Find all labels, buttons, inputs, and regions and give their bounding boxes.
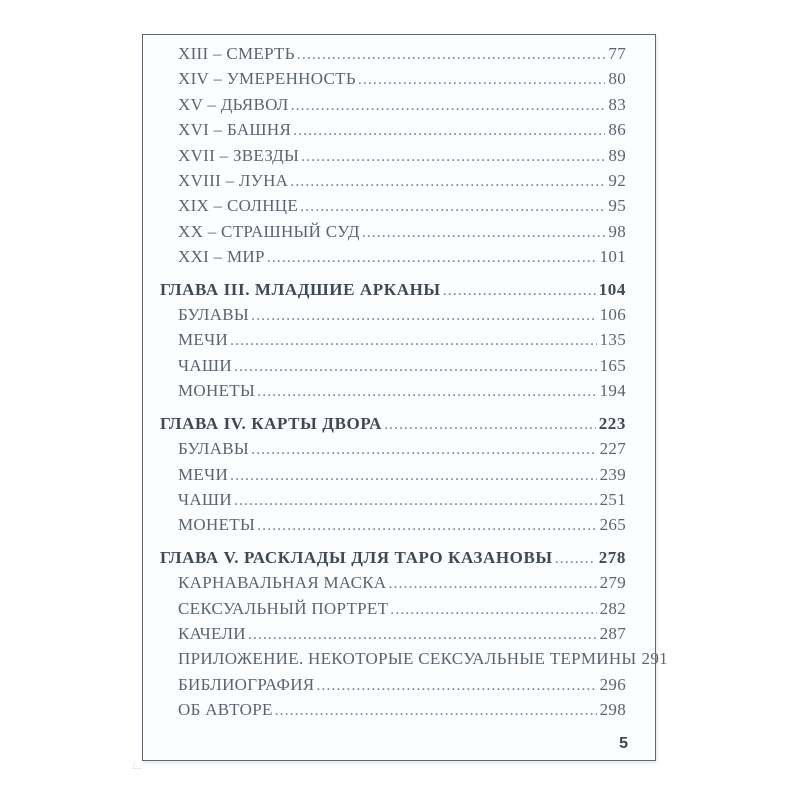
dot-leader <box>297 43 606 67</box>
dot-leader <box>316 674 596 698</box>
book-page <box>142 34 668 761</box>
dot-leader <box>230 464 597 488</box>
toc-row <box>178 488 626 513</box>
toc-row <box>178 673 626 698</box>
toc-entry-page: 287 <box>599 623 626 643</box>
toc-entry-label: МЕЧИ <box>178 464 229 484</box>
toc-entry-label: ГЛАВА IV. КАРТЫ ДВОРА <box>160 413 383 433</box>
toc-entry-page: 104 <box>598 279 626 299</box>
toc-row <box>178 220 626 245</box>
toc-entry-label: ПРИЛОЖЕНИЕ. НЕКОТОРЫЕ СЕКСУАЛЬНЫЕ ТЕРМИНЫ <box>178 649 637 669</box>
toc-row <box>178 328 626 353</box>
toc-entry-page: 83 <box>608 94 626 114</box>
toc-entry-label: КАРНАВАЛЬНАЯ МАСКА <box>178 573 387 593</box>
page-curl-shadow <box>132 761 145 769</box>
toc-row <box>178 698 626 723</box>
toc-entry-page: 291 <box>641 649 668 669</box>
toc-row <box>178 463 626 488</box>
toc-entry-page: 298 <box>599 700 626 720</box>
dot-leader <box>290 170 605 194</box>
toc-entry-page: 89 <box>608 145 626 165</box>
toc-entry-label: СЕКСУАЛЬНЫЙ ПОРТРЕТ <box>178 598 389 618</box>
toc-entry-page: 92 <box>608 171 626 191</box>
dot-leader <box>300 195 605 219</box>
toc-entry-page: 227 <box>599 439 626 459</box>
toc-entry-label: ГЛАВА III. МЛАДШИЕ АРКАНЫ <box>160 279 441 299</box>
toc-entry-label: XX – СТРАШНЫЙ СУД <box>178 221 360 241</box>
toc-row <box>178 42 626 67</box>
toc-entry-label: БИБЛИОГРАФИЯ <box>178 674 315 694</box>
toc-row <box>178 513 626 538</box>
toc-entry-page: 265 <box>599 515 626 535</box>
dot-leader <box>234 355 597 379</box>
toc-entry-page: 77 <box>608 44 626 63</box>
toc-list <box>143 35 668 724</box>
toc-row <box>178 67 626 92</box>
toc-entry-label: МОНЕТЫ <box>178 515 256 535</box>
dot-leader <box>234 489 597 513</box>
toc-entry-label: XV – ДЬЯВОЛ <box>178 94 289 114</box>
toc-row <box>178 93 626 118</box>
toc-entry-page: 279 <box>599 573 626 593</box>
toc-row <box>178 647 668 672</box>
dot-leader <box>257 380 597 404</box>
toc-entry-label: ОБ АВТОРЕ <box>178 700 273 720</box>
toc-row <box>178 194 626 219</box>
toc-row <box>178 571 626 596</box>
toc-entry-page: 296 <box>599 674 626 694</box>
toc-entry-label: XIX – СОЛНЦЕ <box>178 196 299 216</box>
toc-entry-page: 98 <box>608 221 626 241</box>
toc-entry-page: 135 <box>599 330 626 350</box>
toc-row <box>178 303 626 328</box>
toc-entry-label: ЧАШИ <box>178 489 232 509</box>
toc-entry-page: 101 <box>599 247 626 267</box>
dot-leader <box>267 246 597 270</box>
toc-entry-label: МЕЧИ <box>178 330 229 350</box>
toc-entry-page: 165 <box>599 355 626 375</box>
folio-page-number: 5 <box>619 735 628 752</box>
toc-entry-label: XXI – МИР <box>178 247 265 267</box>
toc-entry-page: 239 <box>599 464 626 484</box>
dot-leader <box>248 623 597 647</box>
dot-leader <box>555 547 596 571</box>
toc-entry-label: МОНЕТЫ <box>178 381 256 401</box>
dot-leader <box>301 145 605 169</box>
dot-leader <box>257 514 597 538</box>
toc-entry-label: БУЛАВЫ <box>178 305 250 325</box>
toc-entry-page: 95 <box>608 196 626 216</box>
toc-row <box>178 169 626 194</box>
toc-entry-label: XVIII – ЛУНА <box>178 171 289 191</box>
toc-entry-page: 278 <box>598 547 626 567</box>
toc-entry-label: XIV – УМЕРЕННОСТЬ <box>178 69 356 89</box>
dot-leader <box>443 279 596 303</box>
toc-entry-label: XIII – СМЕРТЬ <box>178 44 295 63</box>
toc-row <box>160 278 626 303</box>
dot-leader <box>384 413 596 437</box>
toc-row <box>160 412 626 437</box>
toc-row <box>160 546 626 571</box>
dot-leader <box>251 304 597 328</box>
toc-entry-label: XVI – БАШНЯ <box>178 120 292 140</box>
toc-row <box>178 597 626 622</box>
toc-row <box>178 354 626 379</box>
toc-entry-page: 194 <box>599 381 626 401</box>
toc-row <box>178 437 626 462</box>
dot-leader <box>275 699 597 723</box>
dot-leader <box>230 329 597 353</box>
toc-entry-label: ГЛАВА V. РАСКЛАДЫ ДЛЯ ТАРО КАЗАНОВЫ <box>160 547 553 567</box>
toc-entry-page: 282 <box>599 598 626 618</box>
toc-row <box>178 379 626 404</box>
toc-row <box>178 144 626 169</box>
toc-row <box>178 622 626 647</box>
toc-entry-label: КАЧЕЛИ <box>178 623 246 643</box>
dot-leader <box>293 119 605 143</box>
toc-entry-page: 251 <box>599 489 626 509</box>
toc-row <box>178 245 626 270</box>
dot-leader <box>362 221 606 245</box>
toc-row <box>178 118 626 143</box>
toc-entry-label: ЧАШИ <box>178 355 232 375</box>
toc-entry-label: XVII – ЗВЕЗДЫ <box>178 145 300 165</box>
toc-entry-page: 86 <box>608 120 626 140</box>
toc-entry-page: 80 <box>608 69 626 89</box>
toc-entry-page: 106 <box>599 305 626 325</box>
dot-leader <box>251 438 597 462</box>
toc-entry-page: 223 <box>598 413 626 433</box>
dot-leader <box>291 94 606 118</box>
dot-leader <box>390 598 596 622</box>
dot-leader <box>389 572 597 596</box>
toc-entry-label: БУЛАВЫ <box>178 439 250 459</box>
dot-leader <box>358 68 605 92</box>
